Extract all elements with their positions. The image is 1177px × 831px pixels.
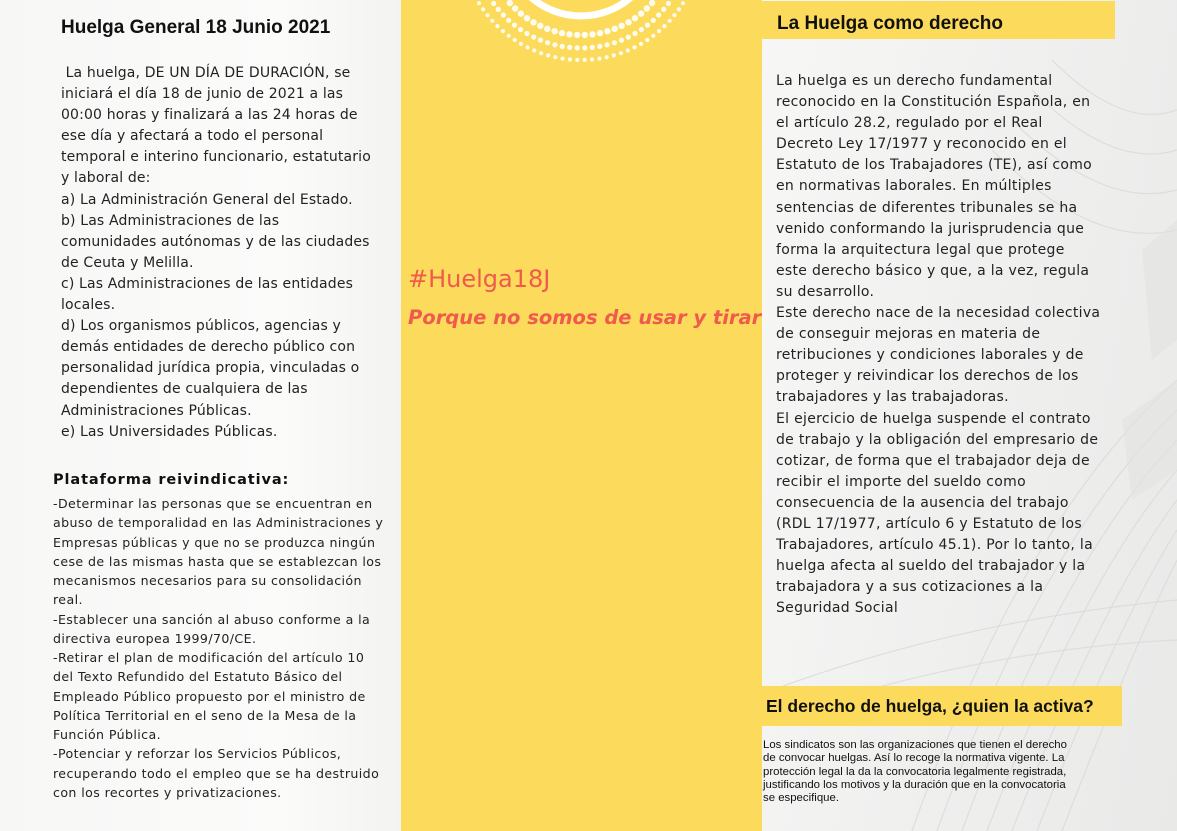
derecho-line: Decreto Ley 17/1977 y reconocido en el — [776, 136, 1067, 153]
sun-dot — [605, 55, 609, 59]
sun-dot — [639, 27, 644, 32]
platform-line: abuso de temporalidad en las Administraciones y — [53, 515, 384, 531]
intro-line: personalidad jurídica propia, vinculadas o — [61, 360, 360, 377]
intro-line: comunidades autónomas y de las ciudades — [61, 233, 370, 250]
heading-huelga-derecho: La Huelga como derecho — [762, 1, 1115, 39]
platform-line: mecanismos necesarios para su consolidación — [53, 573, 362, 588]
platform-line: recuperando todo el empleo que se ha destruido — [53, 765, 380, 781]
sun-dot — [561, 57, 565, 61]
derecho-line: venido conformando la jurisprudencia que — [776, 220, 1085, 237]
sun-dot — [668, 19, 672, 23]
sun-dot — [551, 28, 557, 34]
derecho-line: consecuencia de la ausencia del trabajo — [776, 494, 1069, 511]
sun-dot — [645, 23, 650, 28]
sun-dot — [524, 31, 529, 36]
sun-dot — [662, 24, 666, 28]
sun-ring — [505, 0, 657, 16]
platform-line: del Texto Refundido del Estatuto Básico del — [53, 669, 343, 685]
derecho-line: Estatuto de los Trabajadores (TE), así como — [776, 157, 1093, 174]
intro-line: locales. — [61, 297, 116, 314]
intro-line: dependientes de cualquiera de las — [61, 381, 308, 398]
platform-line: cese de las mismas hasta que se establezcan los — [53, 553, 382, 569]
sindicatos-text — [763, 739, 1131, 805]
sun-dot — [532, 48, 536, 52]
sun-dot — [567, 45, 572, 50]
derecho-line: en normativas laborales. En múltiples — [776, 178, 1052, 195]
sindicatos-line: se especifique. — [763, 792, 839, 805]
sun-dot — [644, 5, 650, 11]
sun-dot — [639, 42, 643, 46]
intro-line: b) Las Administraciones de las — [61, 212, 280, 229]
hashtag: #Huelga18J — [408, 265, 551, 293]
sun-dot — [546, 53, 550, 57]
sun-dot — [632, 31, 637, 36]
sindicatos-line: de convocar huelgas. Así lo recoge la normativa vigente. La — [763, 752, 1065, 765]
sun-dot — [545, 40, 550, 45]
sun-dot — [525, 45, 529, 49]
intro-line: d) Los organismos públicos, agencias y — [61, 318, 341, 335]
sun-dot — [681, 1, 685, 5]
sun-dot — [485, 13, 489, 17]
derecho-line: trabajadora y a sus cotizaciones a la — [776, 579, 1044, 596]
sun-dot — [619, 51, 623, 55]
platform-line: directiva europea 1999/70/CE. — [53, 630, 257, 646]
sun-dot — [661, 7, 666, 12]
sun-dot — [530, 19, 536, 25]
sun-dot — [619, 23, 625, 29]
sun-dot — [672, 13, 676, 17]
sun-dot — [612, 26, 618, 32]
sun-dot — [501, 12, 506, 17]
sun-dot — [518, 10, 524, 16]
sindicatos-line: protección legal la da la convocatoria legalmente registrada, — [763, 765, 1067, 778]
sun-dot — [537, 23, 543, 29]
sun-dot — [605, 42, 610, 47]
platform-line: -Retirar el plan de modificación del artículo 10 — [53, 650, 365, 665]
sun-dot — [560, 44, 565, 49]
sun-dot — [481, 7, 485, 11]
sun-dot — [597, 57, 601, 61]
sun-dot — [518, 27, 523, 32]
sun-dot — [597, 30, 603, 36]
sun-dot — [612, 53, 616, 57]
derecho-line: este derecho básico y que, a la vez, regula — [776, 262, 1090, 279]
intro-line: iniciará el día 18 de junio de 2021 a las — [61, 86, 344, 103]
sun-dot — [539, 51, 543, 55]
platform-line: Empresas públicas y que no se produzca ningún — [53, 534, 376, 550]
platform-line: Política Territorial en el seno de la Mesa de la — [53, 707, 357, 723]
derecho-line: proteger y reivindicar los derechos de los — [776, 368, 1079, 385]
sun-dot — [582, 32, 588, 38]
derecho-line: el artículo 28.2, regulado por el Real — [776, 115, 1043, 132]
derecho-line: cotizar, de forma que el trabajador deja de — [776, 452, 1090, 469]
intro-line: e) Las Universidades Públicas. — [61, 423, 278, 440]
sun-dot — [651, 18, 656, 23]
platform-line: Función Pública. — [53, 727, 162, 742]
sun-dot — [496, 7, 501, 12]
derecho-line: (RDL 17/1977, artículo 6 y Estatuto de los — [776, 515, 1082, 532]
intro-line: La huelga, DE UN DÍA DE DURACIÓN, se — [61, 65, 351, 81]
sun-dot — [566, 31, 572, 37]
intro-line: de Ceuta y Melilla. — [61, 254, 194, 271]
sun-dot — [626, 35, 631, 40]
platform-line: -Potenciar y reforzar los Servicios Públicos, — [53, 746, 342, 762]
sun-dot — [513, 38, 517, 42]
sun-dot — [645, 38, 649, 42]
sun-dot — [553, 55, 557, 59]
sun-dot — [552, 42, 557, 47]
right-panel — [762, 0, 1177, 831]
sun-dot — [512, 5, 518, 11]
platform-line: real. — [53, 592, 83, 608]
platform-title: Plataforma reivindicativa: — [53, 472, 290, 488]
sun-dot — [506, 18, 511, 23]
derecho-line: su desarrollo. — [776, 283, 875, 300]
intro-text — [61, 63, 395, 443]
intro-line: ese día y afectará a todo el personal — [61, 128, 324, 145]
sun-dot — [507, 34, 511, 38]
intro-line: y laboral de: — [61, 170, 151, 187]
sun-dot — [477, 1, 481, 5]
derecho-line: forma la arquitectura legal que protege — [776, 241, 1065, 258]
derecho-line: trabajadores y las trabajadoras. — [776, 389, 1009, 406]
sun-dot — [589, 31, 595, 37]
sindicatos-line: Los sindicatos son las organizaciones que tienen el derecho — [763, 739, 1067, 751]
intro-line: Administraciones Públicas. — [61, 402, 252, 419]
sun-dot — [677, 7, 681, 11]
derecho-line: de trabajo y la obligación del empresario de — [776, 431, 1099, 448]
derecho-line: El ejercicio de huelga suspende el contrato — [776, 410, 1091, 427]
sun-dot — [583, 58, 587, 62]
intro-line: temporal e interino funcionario, estatutario — [61, 149, 371, 166]
middle-panel — [401, 0, 762, 831]
intro-line: demás entidades de derecho público con — [61, 339, 356, 356]
sun-dot — [632, 45, 636, 49]
page-title: Huelga General 18 Junio 2021 — [61, 17, 331, 38]
left-panel — [0, 0, 401, 831]
sun-dot — [524, 15, 530, 21]
sun-dot — [531, 35, 536, 40]
sun-dots-decoration — [401, 0, 762, 70]
sun-dot — [512, 23, 517, 28]
derecho-line: recibir el importe del sueldo como — [776, 473, 1026, 490]
sun-dot — [538, 38, 543, 43]
sun-dot — [619, 38, 624, 43]
derecho-line: huelga afecta al sueldo del trabajador y la — [776, 558, 1086, 575]
sun-dot — [649, 0, 655, 6]
sun-dot — [574, 32, 580, 38]
derecho-line: reconocido en la Constitución Española, en — [776, 94, 1091, 111]
sun-dot — [597, 44, 602, 49]
sun-dot — [638, 10, 644, 16]
platform-line: -Establecer una sanción al abuso conforme a la — [53, 611, 371, 627]
sun-dot — [590, 45, 595, 50]
sun-dot — [491, 1, 496, 6]
derecho-line: Seguridad Social — [776, 600, 899, 617]
sindicatos-line: justificando los motivos y la duración que en la convocatoria — [763, 778, 1066, 791]
derecho-line: de conseguir mejoras en materia de — [776, 326, 1041, 343]
platform-line: con los recortes y privatizaciones. — [53, 784, 282, 800]
sun-dot — [544, 26, 550, 32]
intro-line: 00:00 horas y finalizará a las 24 horas de — [61, 107, 358, 124]
sun-dot — [632, 15, 638, 21]
sun-dot — [490, 19, 494, 23]
derecho-line: sentencias de diferentes tribunales se ha — [776, 199, 1078, 216]
sun-dot — [575, 58, 579, 62]
slogan: Porque no somos de usar y tirar — [408, 306, 762, 329]
derecho-line: La huelga es un derecho fundamental — [776, 73, 1053, 89]
sun-dot — [575, 45, 580, 50]
sun-dot — [501, 29, 505, 33]
sun-dot — [507, 0, 513, 6]
sun-dot — [590, 57, 594, 61]
platform-line: Empleado Público propuesto por el ministro de — [53, 688, 366, 704]
derecho-line: Este derecho nace de la necesidad colectiva — [776, 305, 1101, 322]
sun-dot — [582, 45, 587, 50]
derecho-line: retribuciones y condiciones laborales y de — [776, 347, 1084, 364]
sun-dot — [626, 48, 630, 52]
derecho-line: Trabajadores, artículo 45.1). Por lo tanto, la — [776, 537, 1093, 554]
sun-dot — [519, 42, 523, 46]
sun-dot — [657, 29, 661, 33]
sun-dot — [656, 12, 661, 17]
platform-text — [53, 494, 401, 802]
intro-line: a) La Administración General del Estado. — [61, 191, 353, 208]
sun-dot — [568, 57, 572, 61]
platform-line: -Determinar las personas que se encuentran en — [53, 496, 373, 511]
sun-dot — [559, 30, 565, 36]
heading-quien-activa: El derecho de huelga, ¿quien la activa? — [762, 686, 1122, 726]
sun-dot — [612, 40, 617, 45]
intro-line: c) Las Administraciones de las entidades — [61, 275, 354, 292]
sun-dot — [651, 34, 655, 38]
sun-dot — [625, 19, 631, 25]
sun-dot — [666, 1, 671, 6]
sun-dot — [495, 24, 499, 28]
sun-dot — [604, 28, 610, 34]
derecho-body-text — [776, 71, 1126, 619]
